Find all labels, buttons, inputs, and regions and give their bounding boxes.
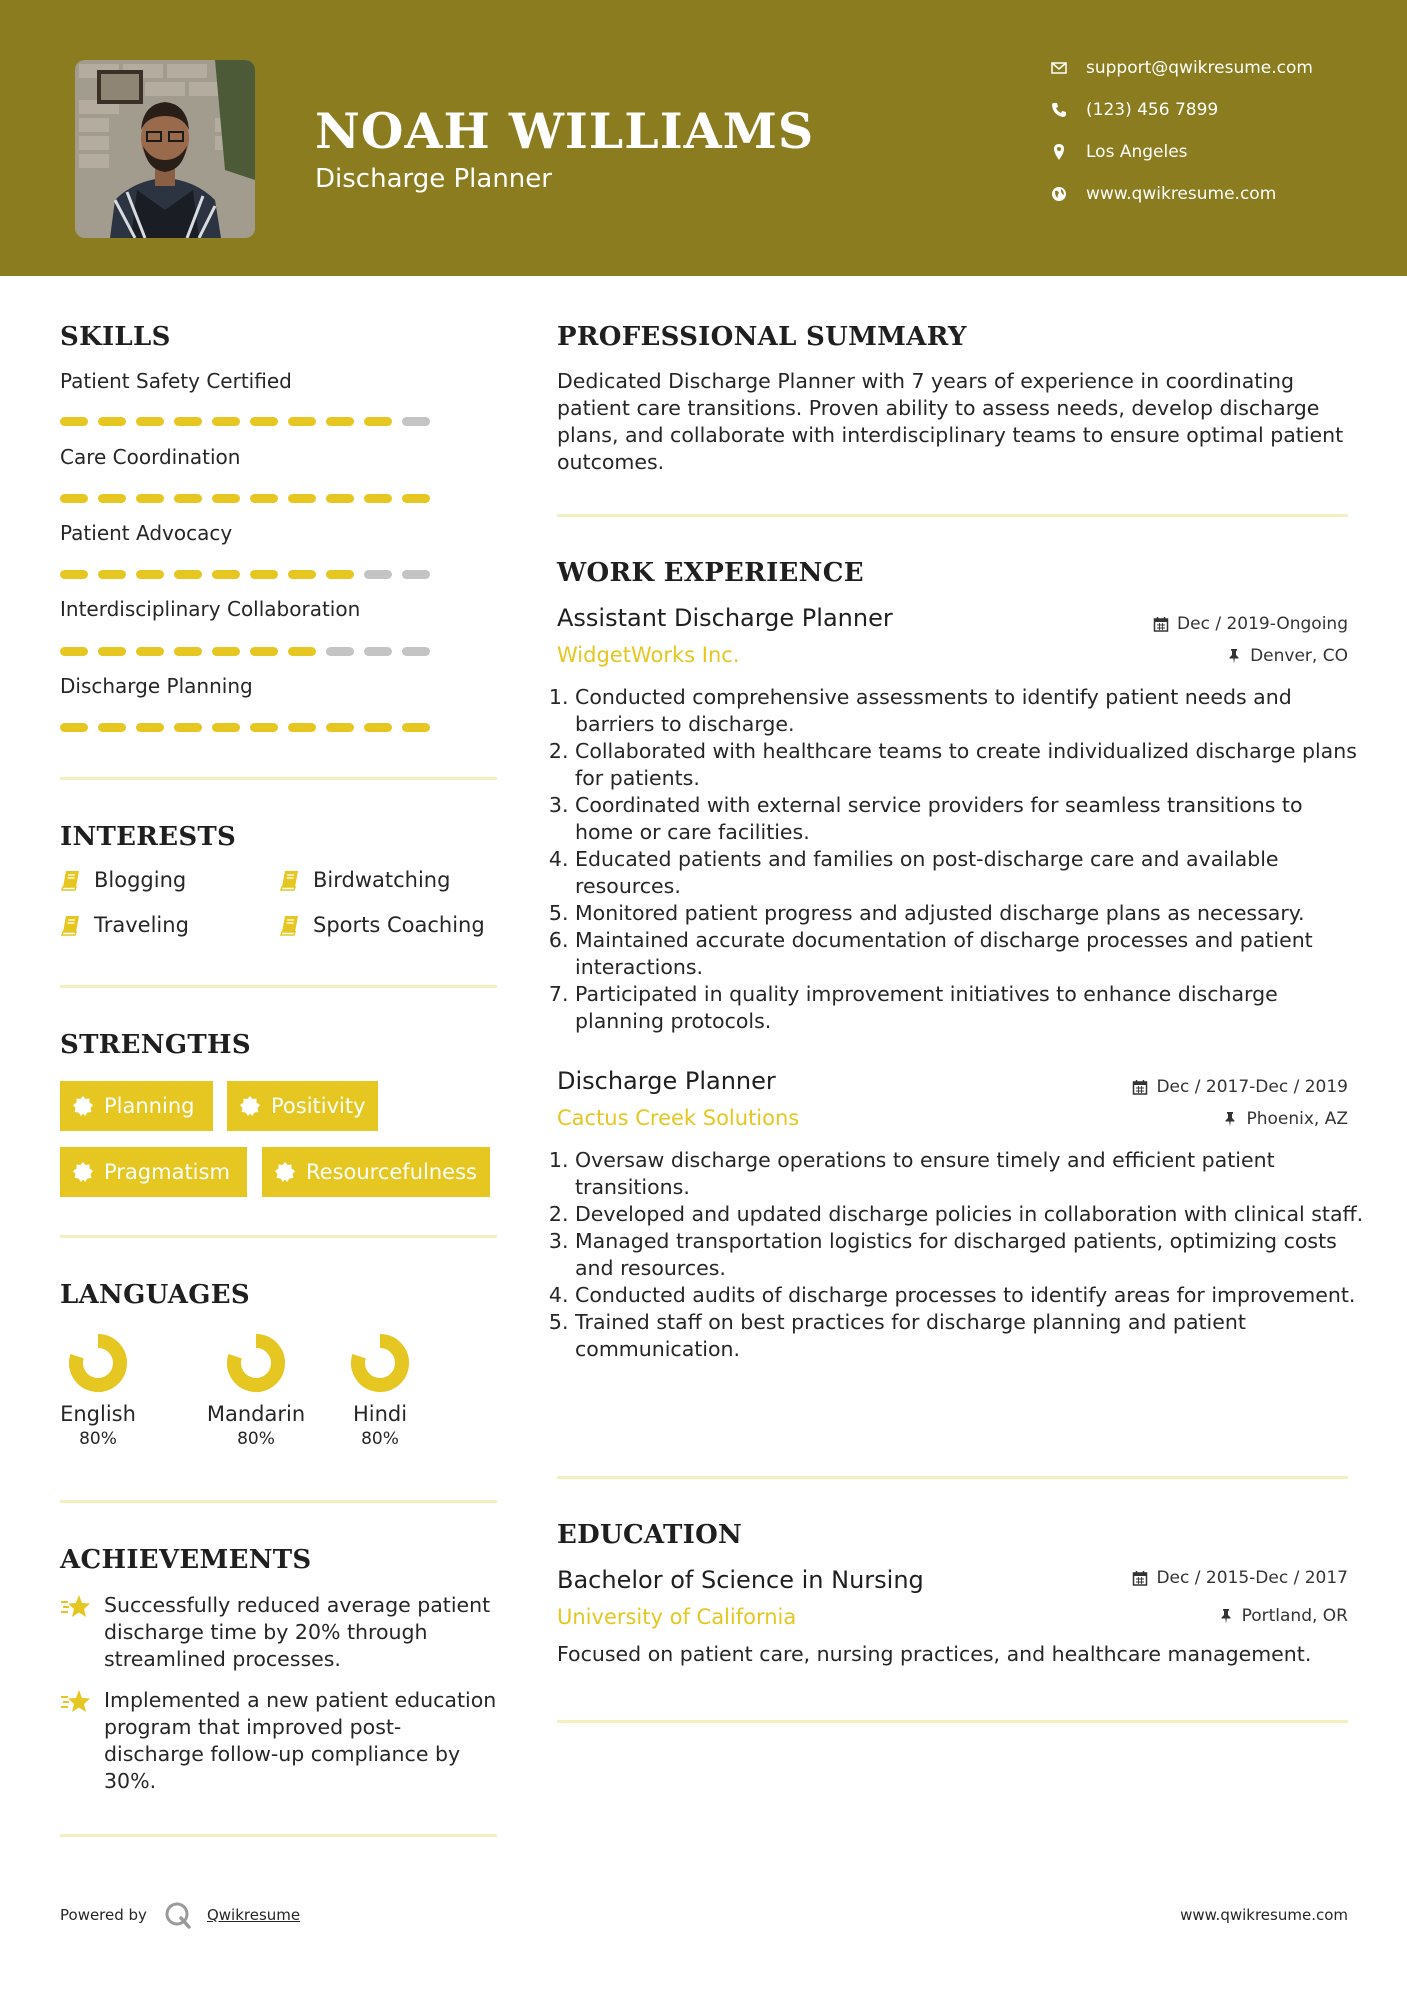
education-description: Focused on patient care, nursing practices, and healthcare management. — [557, 1642, 1312, 1666]
skill-label: Discharge Planning — [60, 674, 253, 698]
skill-segment-filled — [60, 723, 88, 732]
skill-segment-filled — [174, 723, 202, 732]
skills-title: SKILLS — [60, 322, 171, 352]
skill-segment-filled — [174, 647, 202, 656]
skill-segment-filled — [288, 647, 316, 656]
skill-label: Patient Advocacy — [60, 521, 233, 545]
skill-segment-filled — [174, 417, 202, 426]
skill-segment-filled — [212, 723, 240, 732]
book-icon — [279, 869, 301, 891]
skill-segment-filled — [212, 647, 240, 656]
language-name: Mandarin — [206, 1402, 306, 1426]
education-dates-text: Dec / 2015-Dec / 2017 — [1156, 1568, 1348, 1588]
skill-segment-empty — [402, 570, 430, 579]
job-role: Assistant Discharge Planner — [557, 604, 893, 632]
duty-item: 2. Collaborated with healthcare teams to create individualized discharge plans for patients. — [575, 738, 1365, 792]
contact-website-text: www.qwikresume.com — [1086, 184, 1277, 204]
phone-icon — [1050, 101, 1068, 119]
section-divider — [60, 985, 497, 988]
section-divider — [60, 777, 497, 780]
skill-segment-filled — [60, 417, 88, 426]
calendar-icon — [1153, 616, 1169, 632]
pushpin-icon — [1218, 1608, 1234, 1624]
skill-segment-filled — [250, 494, 278, 503]
skill-segment-filled — [174, 570, 202, 579]
duty-item: 4. Educated patients and families on post-discharge care and available resources. — [575, 846, 1365, 900]
achievement-item — [60, 1592, 500, 1673]
globe-icon — [1050, 185, 1068, 203]
skill-segment-filled — [136, 494, 164, 503]
interest-label: Birdwatching — [313, 868, 451, 892]
skill-rating-bar — [60, 494, 430, 503]
skill-segment-filled — [250, 570, 278, 579]
skill-segment-filled — [364, 417, 392, 426]
resume-header — [0, 0, 1407, 276]
interest-label: Traveling — [94, 913, 189, 937]
strength-label: Pragmatism — [104, 1160, 230, 1184]
skill-segment-filled — [402, 494, 430, 503]
skill-label: Interdisciplinary Collaboration — [60, 597, 361, 621]
footer-url[interactable]: www.qwikresume.com — [1180, 1906, 1348, 1924]
job-dates-text: Dec / 2017-Dec / 2019 — [1156, 1077, 1348, 1097]
section-divider — [60, 1834, 497, 1837]
skill-segment-empty — [326, 647, 354, 656]
language-ring-arc — [358, 1341, 402, 1385]
duty-item: 6. Maintained accurate documentation of discharge processes and patient interactions. — [575, 927, 1365, 981]
education-location-text: Portland, OR — [1241, 1606, 1348, 1626]
language-percent: 80% — [237, 1429, 275, 1449]
education-location — [1218, 1606, 1348, 1626]
job-dates — [1153, 614, 1348, 634]
job-location — [1226, 646, 1348, 666]
powered-by-text: Powered by — [60, 1906, 147, 1924]
skill-segment-filled — [98, 494, 126, 503]
footer-powered-by — [60, 1900, 300, 1930]
duty-item: 5. Trained staff on best practices for discharge planning and patient communication. — [575, 1309, 1365, 1363]
interest-item — [279, 868, 450, 892]
strength-label: Positivity — [271, 1094, 366, 1118]
skill-segment-filled — [250, 417, 278, 426]
pushpin-icon — [1222, 1111, 1238, 1127]
skill-segment-filled — [98, 647, 126, 656]
duty-item: 2. Developed and updated discharge policies in collaboration with clinical staff. — [575, 1201, 1365, 1228]
language-name: Hindi — [352, 1402, 408, 1426]
skill-segment-empty — [364, 570, 392, 579]
skill-segment-filled — [60, 494, 88, 503]
job-company: Cactus Creek Solutions — [557, 1106, 800, 1130]
education-title: EDUCATION — [557, 1520, 743, 1550]
achievements-title: ACHIEVEMENTS — [60, 1545, 312, 1575]
qwikresume-link[interactable]: Qwikresume — [206, 1906, 301, 1924]
languages-title: LANGUAGES — [60, 1280, 250, 1310]
candidate-name: NOAH WILLIAMS — [315, 102, 815, 160]
badge-icon — [72, 1161, 94, 1183]
skill-segment-filled — [212, 570, 240, 579]
summary-title: PROFESSIONAL SUMMARY — [557, 322, 967, 352]
contact-email[interactable] — [1050, 58, 1313, 78]
map-pin-icon — [1050, 143, 1068, 161]
achievement-text: Implemented a new patient education program that improved post-discharge follow-up compliance by 30%. — [104, 1688, 497, 1793]
badge-icon — [72, 1095, 94, 1117]
duty-item: 7. Participated in quality improvement initiatives to enhance discharge planning protocols. — [575, 981, 1365, 1035]
skill-label: Patient Safety Certified — [60, 369, 292, 393]
skill-segment-filled — [250, 723, 278, 732]
skill-segment-filled — [60, 647, 88, 656]
strength-label: Resourcefulness — [306, 1160, 477, 1184]
envelope-icon — [1050, 59, 1068, 77]
skill-segment-filled — [212, 417, 240, 426]
star-icon — [60, 1592, 92, 1622]
language-item — [43, 1330, 153, 1449]
badge-icon — [274, 1161, 296, 1183]
interest-label: Sports Coaching — [313, 913, 485, 937]
calendar-icon — [1132, 1570, 1148, 1586]
strength-label: Planning — [104, 1094, 195, 1118]
skill-segment-filled — [326, 723, 354, 732]
language-percent: 80% — [361, 1429, 399, 1449]
education-dates — [1132, 1568, 1348, 1588]
skill-segment-filled — [98, 417, 126, 426]
language-ring — [347, 1330, 413, 1396]
skill-segment-filled — [288, 494, 316, 503]
skill-segment-filled — [60, 570, 88, 579]
skill-segment-filled — [250, 647, 278, 656]
interests-title: INTERESTS — [60, 822, 237, 852]
interest-item — [60, 868, 186, 892]
job-company: WidgetWorks Inc. — [557, 643, 740, 667]
duty-item: 3. Coordinated with external service providers for seamless transitions to home or care facilities. — [575, 792, 1365, 846]
language-item — [201, 1330, 311, 1449]
skill-segment-filled — [364, 723, 392, 732]
education-school: University of California — [557, 1605, 797, 1629]
contact-phone[interactable] — [1050, 100, 1218, 120]
skill-rating-bar — [60, 570, 430, 579]
section-divider — [60, 1500, 497, 1503]
strength-tag — [60, 1081, 213, 1131]
strength-tag — [227, 1081, 378, 1131]
education-degree: Bachelor of Science in Nursing — [557, 1566, 924, 1594]
strength-tag — [60, 1147, 247, 1197]
skill-rating-bar — [60, 417, 430, 426]
duty-item: 1. Oversaw discharge operations to ensure timely and efficient patient transitions. — [575, 1147, 1365, 1201]
job-location — [1222, 1109, 1348, 1129]
interest-item — [279, 913, 485, 937]
duty-item: 4. Conducted audits of discharge processes to identify areas for improvement. — [575, 1282, 1365, 1309]
skill-segment-filled — [136, 647, 164, 656]
contact-website[interactable] — [1050, 184, 1276, 204]
skill-segment-filled — [326, 417, 354, 426]
skill-segment-filled — [136, 570, 164, 579]
skill-segment-filled — [402, 723, 430, 732]
language-name: English — [60, 1402, 136, 1426]
achievement-item — [60, 1687, 500, 1795]
section-divider — [557, 514, 1348, 517]
job-location-text: Phoenix, AZ — [1246, 1109, 1348, 1129]
language-percent: 80% — [79, 1429, 117, 1449]
skill-segment-filled — [326, 494, 354, 503]
summary-text: Dedicated Discharge Planner with 7 years of experience in coordinating patient care transitions. Proven ability to assess needs, develop discharge plans, and collaborate with interdisciplinary teams to ensure optimal patient outcomes. — [557, 369, 1344, 474]
language-ring — [65, 1330, 131, 1396]
skill-segment-filled — [136, 723, 164, 732]
candidate-job-title: Discharge Planner — [315, 164, 552, 194]
skill-segment-filled — [364, 494, 392, 503]
job-location-text: Denver, CO — [1250, 646, 1348, 666]
skill-segment-empty — [364, 647, 392, 656]
achievement-text: Successfully reduced average patient discharge time by 20% through streamlined processes. — [104, 1593, 491, 1671]
skill-segment-filled — [212, 494, 240, 503]
skill-segment-filled — [288, 723, 316, 732]
skill-segment-filled — [98, 570, 126, 579]
contact-email-text: support@qwikresume.com — [1086, 58, 1313, 78]
contact-location-text: Los Angeles — [1086, 142, 1188, 162]
pushpin-icon — [1226, 648, 1242, 664]
strengths-title: STRENGTHS — [60, 1030, 251, 1060]
job-duties — [557, 684, 1365, 1035]
star-icon — [60, 1687, 92, 1717]
language-ring-arc — [76, 1341, 120, 1385]
duty-item: 5. Monitored patient progress and adjusted discharge plans as necessary. — [575, 900, 1365, 927]
skill-segment-empty — [402, 417, 430, 426]
language-ring-arc — [234, 1341, 278, 1385]
profile-photo — [75, 60, 255, 238]
qwikresume-logo-icon — [163, 1900, 193, 1930]
language-ring — [223, 1330, 289, 1396]
section-divider — [557, 1476, 1348, 1479]
interest-label: Blogging — [94, 868, 187, 892]
experience-title: WORK EXPERIENCE — [557, 558, 864, 588]
language-item — [325, 1330, 435, 1449]
skill-rating-bar — [60, 723, 430, 732]
skill-segment-filled — [174, 494, 202, 503]
job-dates — [1132, 1077, 1348, 1097]
skill-segment-filled — [288, 570, 316, 579]
contact-location — [1050, 142, 1188, 162]
job-dates-text: Dec / 2019-Ongoing — [1177, 614, 1348, 634]
job-role: Discharge Planner — [557, 1067, 776, 1095]
section-divider — [60, 1235, 497, 1238]
duty-item: 3. Managed transportation logistics for discharged patients, optimizing costs and resources. — [575, 1228, 1365, 1282]
contact-phone-text: (123) 456 7899 — [1086, 100, 1219, 120]
skill-segment-filled — [326, 570, 354, 579]
skill-segment-filled — [98, 723, 126, 732]
book-icon — [60, 869, 82, 891]
book-icon — [279, 914, 301, 936]
skill-label: Care Coordination — [60, 445, 241, 469]
duty-item: 1. Conducted comprehensive assessments to identify patient needs and barriers to discharge. — [575, 684, 1365, 738]
skill-segment-empty — [402, 647, 430, 656]
skill-segment-filled — [136, 417, 164, 426]
calendar-icon — [1132, 1079, 1148, 1095]
job-duties — [557, 1147, 1365, 1363]
interest-item — [60, 913, 189, 937]
skill-segment-filled — [288, 417, 316, 426]
section-divider — [557, 1720, 1348, 1723]
strength-tag — [262, 1147, 490, 1197]
skill-rating-bar — [60, 647, 430, 656]
book-icon — [60, 914, 82, 936]
badge-icon — [239, 1095, 261, 1117]
